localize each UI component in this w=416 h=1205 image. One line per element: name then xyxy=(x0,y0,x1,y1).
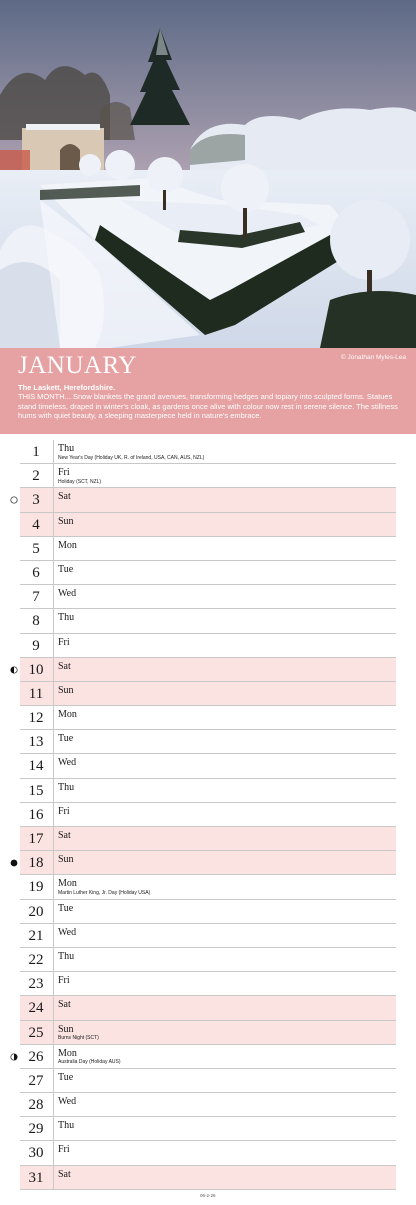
day-row xyxy=(0,900,416,924)
day-cell xyxy=(20,1117,396,1141)
day-row xyxy=(0,924,416,948)
day-row xyxy=(0,1045,416,1069)
day-number: 28 xyxy=(28,1097,44,1114)
weekday-label: Mon xyxy=(58,1047,77,1059)
column-divider xyxy=(53,1093,54,1117)
day-number: 21 xyxy=(28,927,44,944)
new-moon-icon xyxy=(10,859,18,867)
weekday-label: Fri xyxy=(58,1144,70,1156)
day-row xyxy=(0,996,416,1020)
day-number: 31 xyxy=(28,1169,44,1186)
day-number: 18 xyxy=(28,855,44,872)
holiday-note: New Year's Day (Holiday UK, R. of Ireland, USA, CAN, AUS, NZL) xyxy=(58,454,205,461)
day-row xyxy=(0,706,416,730)
column-divider xyxy=(53,609,54,633)
day-cell xyxy=(20,803,396,827)
day-number: 5 xyxy=(32,540,40,557)
day-number: 2 xyxy=(32,468,40,485)
day-cell xyxy=(20,1141,396,1165)
column-divider xyxy=(53,754,54,778)
day-cell xyxy=(20,1069,396,1093)
day-row xyxy=(0,682,416,706)
column-divider xyxy=(53,1117,54,1141)
day-number: 20 xyxy=(28,903,44,920)
day-number: 6 xyxy=(32,564,40,581)
day-number: 25 xyxy=(28,1024,44,1041)
day-cell xyxy=(20,1093,396,1117)
day-cell xyxy=(20,754,396,778)
day-row xyxy=(0,1166,416,1190)
weekday-label: Mon xyxy=(58,878,77,890)
day-row xyxy=(0,1069,416,1093)
weekday-label: Tue xyxy=(58,1071,74,1083)
column-divider xyxy=(53,440,54,464)
weekday-label: Sun xyxy=(58,684,74,696)
day-cell xyxy=(20,851,396,875)
day-row xyxy=(0,561,416,585)
day-cell xyxy=(20,513,396,537)
column-divider xyxy=(53,803,54,827)
weekday-label: Sat xyxy=(58,491,71,503)
day-number: 19 xyxy=(28,879,44,896)
day-number: 11 xyxy=(28,685,44,702)
day-cell xyxy=(20,488,396,512)
column-divider xyxy=(53,682,54,706)
column-divider xyxy=(53,948,54,972)
column-divider xyxy=(53,1166,54,1190)
day-cell xyxy=(20,561,396,585)
day-row xyxy=(0,754,416,778)
weekday-label: Tue xyxy=(58,902,74,914)
photo-credit: © Jonathan Myles-Lea xyxy=(340,354,406,361)
day-number: 26 xyxy=(28,1048,44,1065)
column-divider xyxy=(53,827,54,851)
weekday-label: Thu xyxy=(58,1120,75,1132)
weekday-label: Wed xyxy=(58,588,77,600)
day-number: 8 xyxy=(32,613,40,630)
column-divider xyxy=(53,464,54,488)
day-number: 4 xyxy=(32,516,40,533)
column-divider xyxy=(53,561,54,585)
weekday-label: Sat xyxy=(58,660,71,672)
day-row xyxy=(0,1093,416,1117)
day-number: 22 xyxy=(28,951,44,968)
weekday-label: Fri xyxy=(58,467,70,479)
day-row xyxy=(0,1117,416,1141)
day-row xyxy=(0,779,416,803)
day-number: 14 xyxy=(28,758,44,775)
column-divider xyxy=(53,585,54,609)
day-row xyxy=(0,1141,416,1165)
weekday-label: Thu xyxy=(58,781,75,793)
weekday-label: Sun xyxy=(58,854,74,866)
day-row xyxy=(0,537,416,561)
day-number: 29 xyxy=(28,1121,44,1138)
weekday-label: Thu xyxy=(58,612,75,624)
full-moon-icon xyxy=(10,496,18,504)
day-row xyxy=(0,658,416,682)
column-divider xyxy=(53,488,54,512)
column-divider xyxy=(53,706,54,730)
column-divider xyxy=(53,658,54,682)
day-row xyxy=(0,730,416,754)
weekday-label: Wed xyxy=(58,1096,77,1108)
day-cell xyxy=(20,658,396,682)
day-number: 10 xyxy=(28,661,44,678)
day-number: 23 xyxy=(28,976,44,993)
day-number: 12 xyxy=(28,710,44,727)
day-row xyxy=(0,827,416,851)
day-cell xyxy=(20,996,396,1020)
day-cell xyxy=(20,1166,396,1190)
location-caption: The Laskett, Herefordshire. xyxy=(18,383,116,392)
weekday-label: Fri xyxy=(58,636,70,648)
day-row xyxy=(0,609,416,633)
day-row xyxy=(0,488,416,512)
day-cell xyxy=(20,682,396,706)
weekday-label: Mon xyxy=(58,709,77,721)
weekday-label: Sun xyxy=(58,515,74,527)
column-divider xyxy=(53,996,54,1020)
holiday-note: Burns Night (SCT) xyxy=(58,1035,99,1041)
day-number: 13 xyxy=(28,734,44,751)
day-cell xyxy=(20,609,396,633)
day-row xyxy=(0,851,416,875)
day-number: 16 xyxy=(28,806,44,823)
weekday-label: Fri xyxy=(58,805,70,817)
day-row xyxy=(0,585,416,609)
day-number: 30 xyxy=(28,1145,44,1162)
column-divider xyxy=(53,875,54,899)
first-quarter-moon-icon xyxy=(10,1053,18,1061)
day-cell xyxy=(20,464,396,488)
day-number: 27 xyxy=(28,1072,44,1089)
day-row xyxy=(0,972,416,996)
snowy-garden-image xyxy=(0,0,416,348)
day-number: 17 xyxy=(28,831,44,847)
weekday-label: Sat xyxy=(58,999,71,1011)
day-row xyxy=(0,948,416,972)
day-cell xyxy=(20,900,396,924)
day-row xyxy=(0,875,416,899)
column-divider xyxy=(53,779,54,803)
day-grid xyxy=(0,440,416,1190)
weekday-label: Tue xyxy=(58,733,74,745)
day-number: 1 xyxy=(32,444,40,460)
column-divider xyxy=(53,1045,54,1069)
column-divider xyxy=(53,730,54,754)
day-cell xyxy=(20,1021,396,1045)
column-divider xyxy=(53,900,54,924)
day-cell xyxy=(20,948,396,972)
month-title: JANUARY xyxy=(18,352,137,379)
column-divider xyxy=(53,851,54,875)
weekday-label: Fri xyxy=(58,975,70,987)
day-cell xyxy=(20,924,396,948)
weekday-label: Wed xyxy=(58,926,77,938)
holiday-note: Holiday (SCT, NZL) xyxy=(58,478,102,485)
column-divider xyxy=(53,634,54,658)
day-row xyxy=(0,634,416,658)
holiday-note: Martin Luther King, Jr. Day (Holiday USA) xyxy=(58,889,151,896)
day-row xyxy=(0,464,416,488)
column-divider xyxy=(53,537,54,561)
weekday-label: Thu xyxy=(58,443,75,454)
holiday-note: Australia Day (Holiday AUS) xyxy=(58,1059,121,1066)
day-cell xyxy=(20,779,396,803)
hero-photo xyxy=(0,0,416,348)
weekday-label: Mon xyxy=(58,539,77,551)
day-row xyxy=(0,1021,416,1045)
day-row xyxy=(0,803,416,827)
column-divider xyxy=(53,1141,54,1165)
month-description: THIS MONTH... Snow blankets the grand avenues, transforming hedges and topiary into sculpted forms. Statues stand timeless, draped in winter's cloak, as gardens once alive with colour now rest in serene silence. The stillness hums with quiet beauty, a sleeping masterpiece held in nature's embrace. xyxy=(18,392,398,420)
weekday-label: Tue xyxy=(58,563,74,575)
column-divider xyxy=(53,1069,54,1093)
column-divider xyxy=(53,1021,54,1045)
column-divider xyxy=(53,513,54,537)
footer-code: 06-2-26 xyxy=(200,1193,216,1198)
day-cell xyxy=(20,730,396,754)
weekday-label: Wed xyxy=(58,757,77,769)
weekday-label: Sat xyxy=(58,830,71,841)
day-cell xyxy=(20,585,396,609)
weekday-label: Sat xyxy=(58,1168,71,1180)
month-header xyxy=(0,348,416,434)
day-cell xyxy=(20,972,396,996)
day-row xyxy=(0,440,416,464)
column-divider xyxy=(53,924,54,948)
day-number: 9 xyxy=(32,637,40,654)
day-number: 7 xyxy=(32,589,40,606)
last-quarter-moon-icon xyxy=(10,666,18,674)
day-number: 15 xyxy=(28,782,44,799)
day-number: 24 xyxy=(28,1000,44,1017)
column-divider xyxy=(53,972,54,996)
weekday-label: Sun xyxy=(58,1023,74,1035)
day-row xyxy=(0,513,416,537)
day-cell xyxy=(20,634,396,658)
day-number: 3 xyxy=(32,492,40,509)
day-cell xyxy=(20,827,396,851)
weekday-label: Thu xyxy=(58,950,75,962)
day-cell xyxy=(20,440,396,464)
